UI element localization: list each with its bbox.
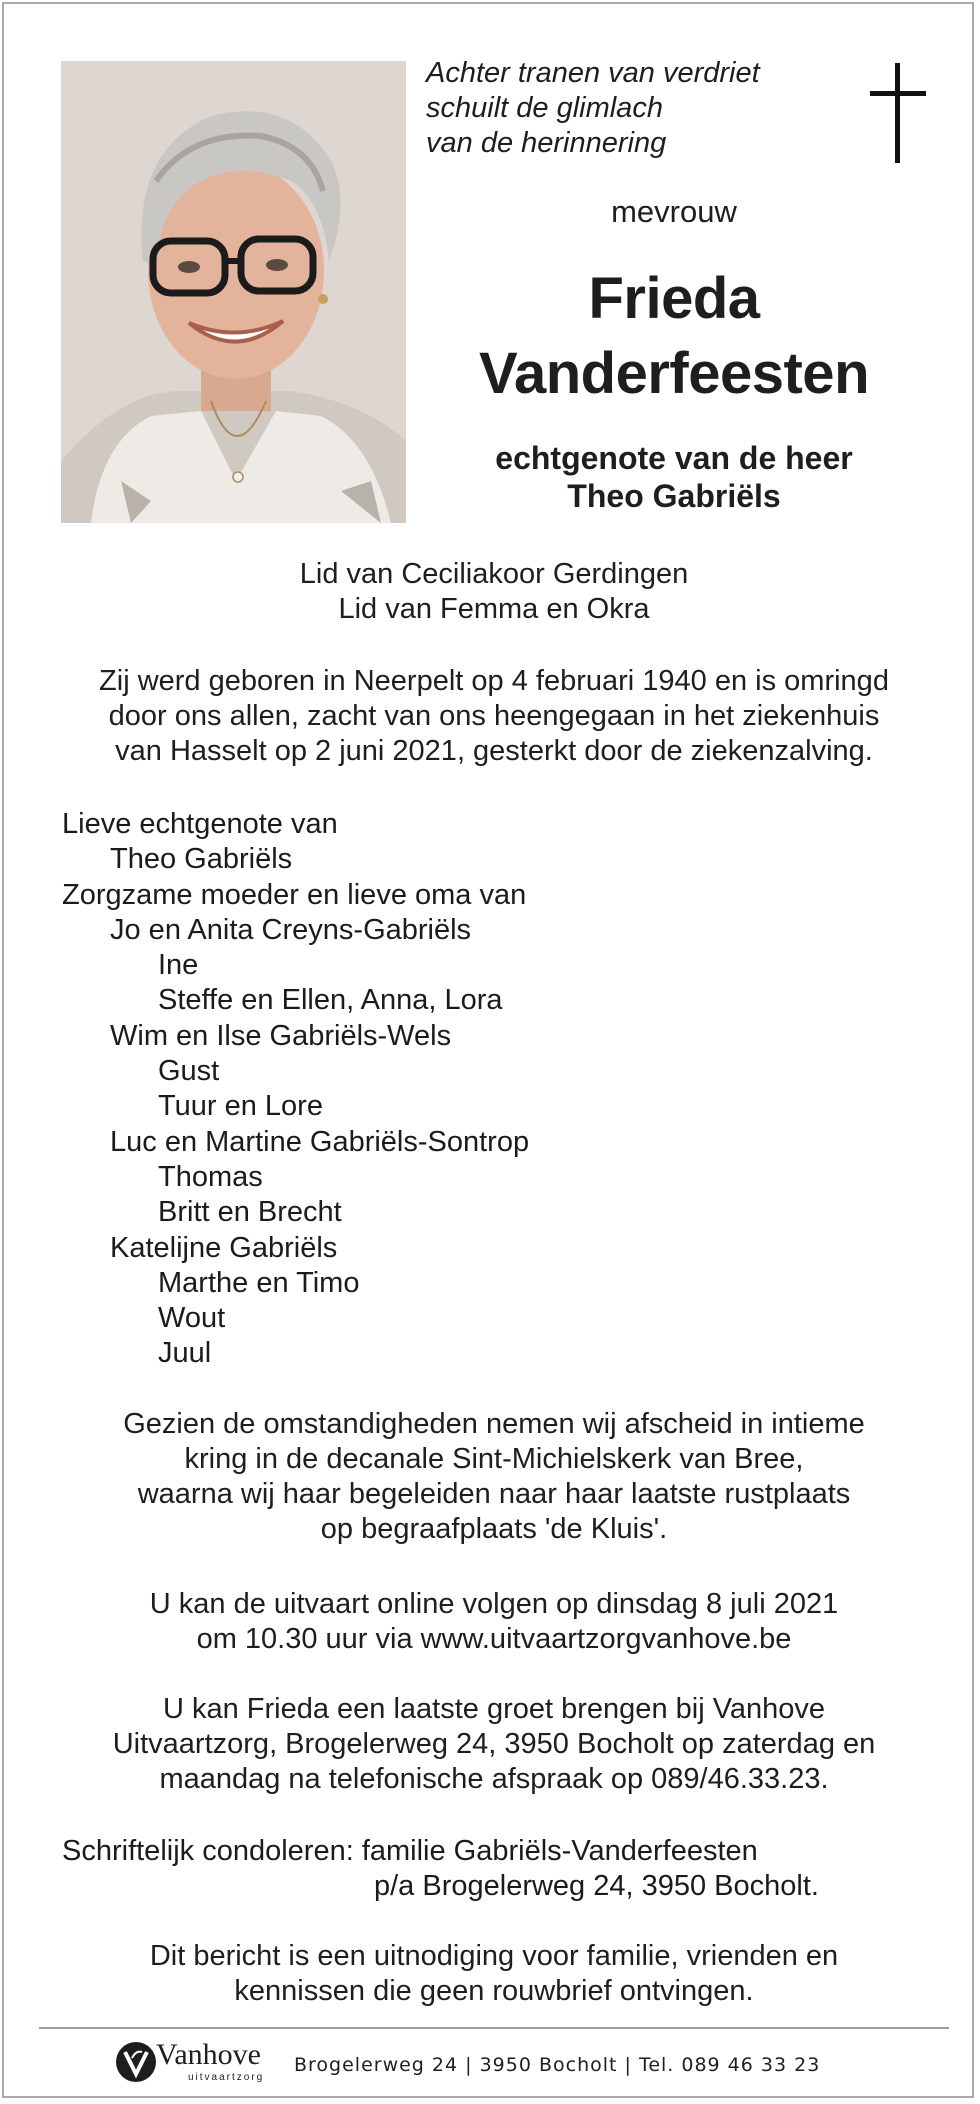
birth-death-paragraph (44, 664, 944, 769)
condolence-line-1: Schriftelijk condoleren: familie Gabriëls-Vanderfeesten (62, 1835, 758, 1867)
paragraph-line: kennissen die geen rouwbrief ontvingen. (234, 1975, 754, 2007)
family-member: Lieve echtgenote van (62, 808, 338, 840)
motto-quote: Achter tranen van verdriet schuilt de glimlach van de herinnering (426, 57, 760, 159)
family-member: Tuur en Lore (158, 1090, 323, 1123)
paragraph-line: U kan Frieda een laatste groet brengen bij Vanhove (162, 1693, 826, 1725)
family-member: Zorgzame moeder en lieve oma van (62, 878, 527, 911)
family-member: Theo Gabriëls (110, 843, 293, 876)
obituary-card (2, 2, 974, 2098)
paragraph-line: van Hasselt op 2 juni 2021, gesterkt door de ziekenzalving. (115, 735, 873, 767)
paragraph-line: U kan de uitvaart online volgen op dinsdag 8 juli 2021 (149, 1588, 839, 1620)
paragraph-line: waarna wij haar begeleiden naar haar laatste rustplaats (137, 1478, 851, 1510)
farewell-paragraph (44, 1407, 944, 1547)
portrait-photo (61, 61, 406, 523)
membership-line: Lid van Femma en Okra (338, 593, 650, 625)
condolence-line-2: p/a Brogelerweg 24, 3950 Bocholt. (374, 1870, 819, 1902)
family-member: Gust (158, 1055, 220, 1088)
spouse-line-2: Theo Gabriëls (567, 478, 781, 514)
deceased-name (419, 261, 929, 411)
family-member: Luc en Martine Gabriëls-Sontrop (110, 1125, 530, 1158)
logo-name: Vanhove (156, 2038, 261, 2071)
family-member: Wim en Ilse Gabriëls-Wels (110, 1019, 452, 1052)
condolence-address (62, 1834, 819, 1904)
family-member: Marthe en Timo (158, 1266, 360, 1299)
membership-line: Lid van Ceciliakoor Gerdingen (299, 558, 689, 590)
paragraph-line: Uitvaartzorg, Brogelerweg 24, 3950 Bocholt op zaterdag en (112, 1728, 876, 1760)
family-member: Britt en Brecht (158, 1196, 342, 1229)
memberships (44, 557, 944, 627)
invitation-paragraph (44, 1939, 944, 2009)
portrait-illustration (61, 61, 406, 523)
family-member: Ine (158, 949, 199, 982)
paragraph-line: op begraafplaats 'de Kluis'. (320, 1513, 668, 1545)
spouse-line-1: echtgenote van de heer (495, 440, 853, 476)
family-member: Wout (158, 1302, 226, 1335)
visit-paragraph (44, 1692, 944, 1797)
family-member: Thomas (158, 1160, 263, 1193)
honorific: mevrouw (611, 194, 737, 229)
footer-divider (39, 2027, 949, 2029)
last-name: Vanderfeesten (478, 341, 869, 406)
vanhove-logo-icon (112, 2038, 160, 2086)
online-paragraph (44, 1587, 944, 1657)
cross-icon (868, 63, 928, 163)
spouse-relation (419, 439, 929, 515)
paragraph-line: Dit bericht is een uitnodiging voor familie, vrienden en (149, 1940, 839, 1972)
family-list (62, 807, 529, 1372)
family-member: Katelijne Gabriëls (110, 1231, 338, 1264)
paragraph-line: Gezien de omstandigheden nemen wij afscheid in intieme (123, 1408, 865, 1440)
family-member: Jo en Anita Creyns-Gabriëls (110, 913, 472, 946)
paragraph-line: Zij werd geboren in Neerpelt op 4 februari 1940 en is omringd (99, 665, 889, 697)
paragraph-line: maandag na telefonische afspraak op 089/46.33.23. (159, 1763, 829, 1795)
first-name: Frieda (588, 266, 760, 331)
paragraph-line: door ons allen, zacht van ons heengegaan in het ziekenhuis (108, 700, 880, 732)
paragraph-line: kring in de decanale Sint-Michielskerk van Bree, (184, 1443, 804, 1475)
family-member: Juul (158, 1337, 212, 1370)
logo-subtitle: uitvaartzorg (188, 2072, 265, 2083)
footer-contact: Brogelerweg 24 | 3950 Bocholt | Tel. 089 46 33 23 (294, 2054, 821, 2076)
family-member: Steffe en Ellen, Anna, Lora (158, 984, 503, 1017)
paragraph-line: om 10.30 uur via www.uitvaartzorgvanhove.be (196, 1623, 792, 1655)
